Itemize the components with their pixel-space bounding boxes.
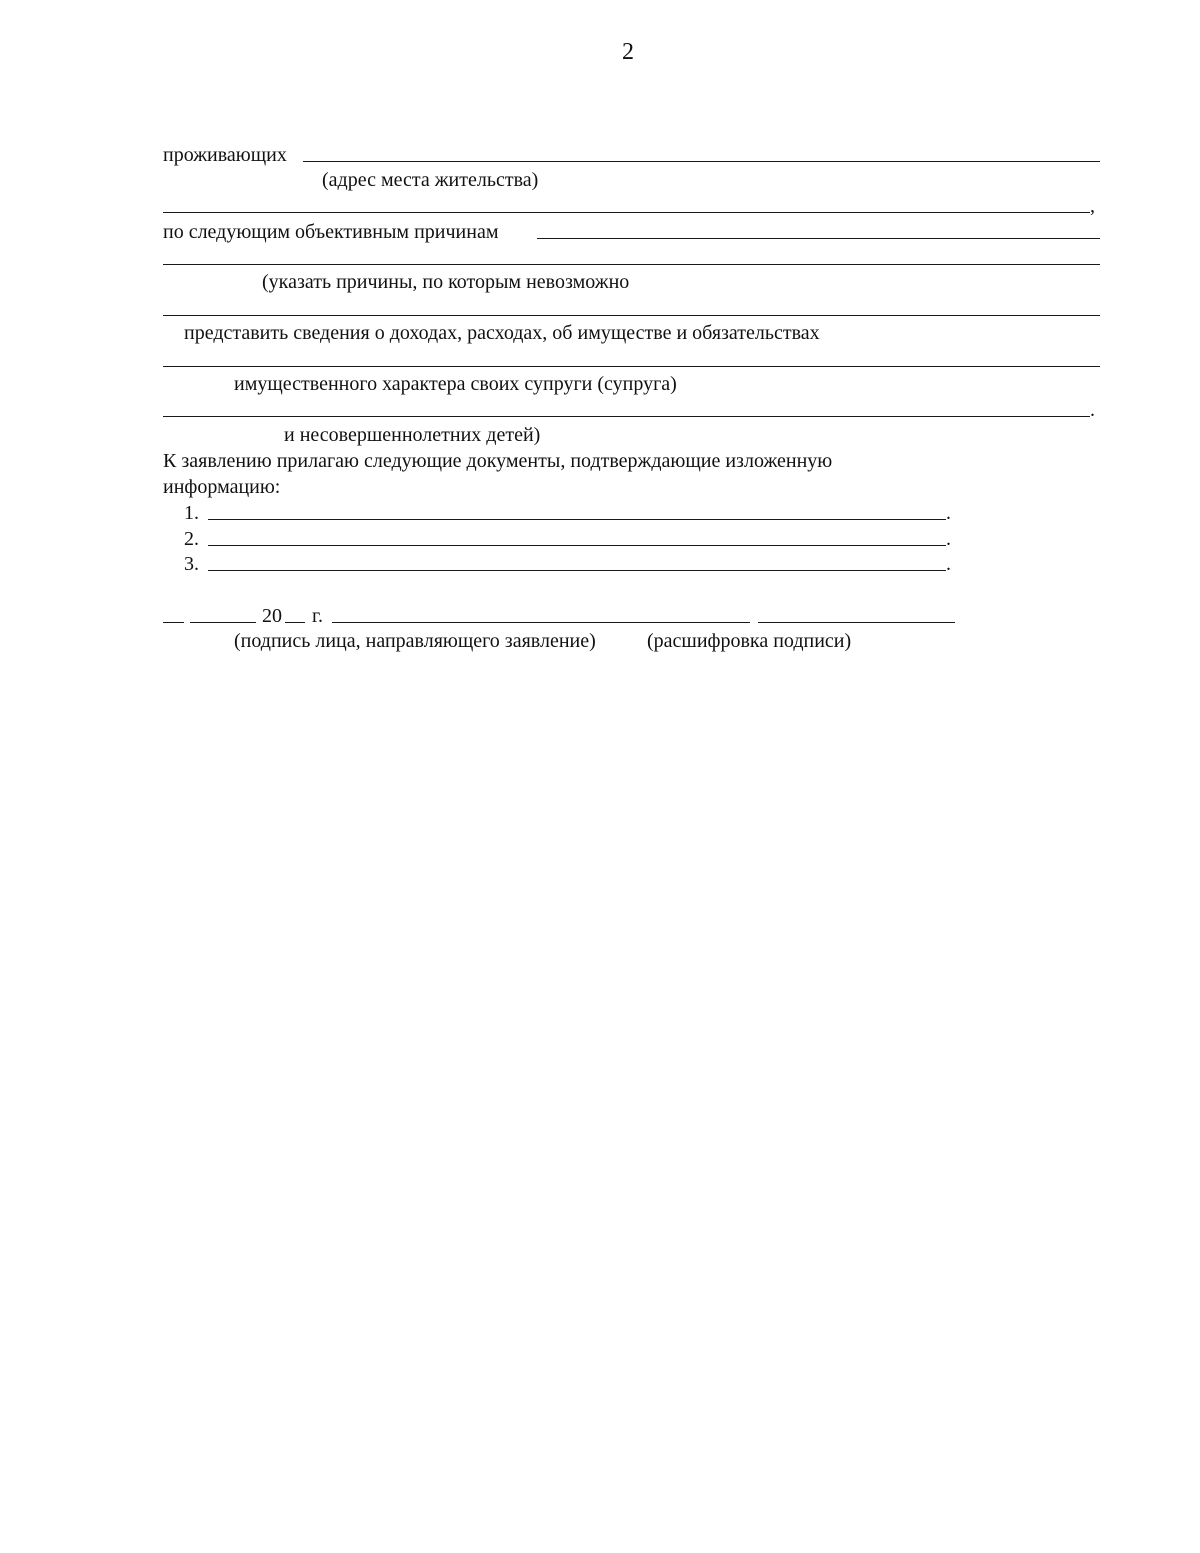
- reasons-line-2: [163, 264, 1100, 265]
- date-day-line: [163, 622, 184, 623]
- reasons-caption-2: представить сведения о доходах, расходах, об имуществе и обязательствах: [184, 322, 820, 344]
- reasons-line-5: [163, 416, 1090, 417]
- reasons-line-1: [537, 238, 1100, 239]
- date-year-suffix: г.: [312, 605, 323, 627]
- attachment-item-2-number: 2.: [184, 528, 199, 550]
- date-month-line: [190, 622, 256, 623]
- attachment-item-1-line: [208, 519, 946, 520]
- address-line-2: [163, 212, 1090, 213]
- reasons-lead: по следующим объективным причинам: [163, 221, 499, 243]
- reasons-caption-1: (указать причины, по которым невозможно: [262, 271, 630, 293]
- attachment-item-1-number: 1.: [184, 502, 199, 524]
- address-caption: (адрес места жительства): [322, 169, 539, 191]
- attachment-item-2-end: .: [946, 528, 951, 550]
- attachment-item-3-line: [208, 570, 946, 571]
- reasons-end-mark: .: [1090, 399, 1095, 421]
- signature-line: [332, 622, 750, 623]
- reasons-caption-3: имущественного характера своих супруги (супруга): [234, 373, 677, 395]
- signature-decoding-line: [758, 622, 955, 623]
- attachment-item-3-end: .: [946, 553, 951, 575]
- attachment-item-3-number: 3.: [184, 553, 199, 575]
- reasons-caption-4: и несовершеннолетних детей): [284, 424, 541, 446]
- date-year-line: [285, 622, 305, 623]
- signature-caption: (подпись лица, направляющего заявление): [234, 630, 596, 652]
- address-lead: проживающих: [163, 144, 287, 166]
- attachments-intro-1: К заявлению прилагаю следующие документы, подтверждающие изложенную: [163, 450, 833, 472]
- attachment-item-1-end: .: [946, 502, 951, 524]
- attachments-intro-2: информацию:: [163, 476, 281, 498]
- attachment-item-2-line: [208, 545, 946, 546]
- page-number: 2: [622, 39, 634, 65]
- date-year-prefix: 20: [262, 605, 282, 627]
- signature-decoding-caption: (расшифровка подписи): [647, 630, 852, 652]
- reasons-line-4: [163, 366, 1100, 367]
- address-end-mark: ,: [1090, 195, 1095, 217]
- reasons-line-3: [163, 315, 1100, 316]
- address-line-1: [303, 161, 1100, 162]
